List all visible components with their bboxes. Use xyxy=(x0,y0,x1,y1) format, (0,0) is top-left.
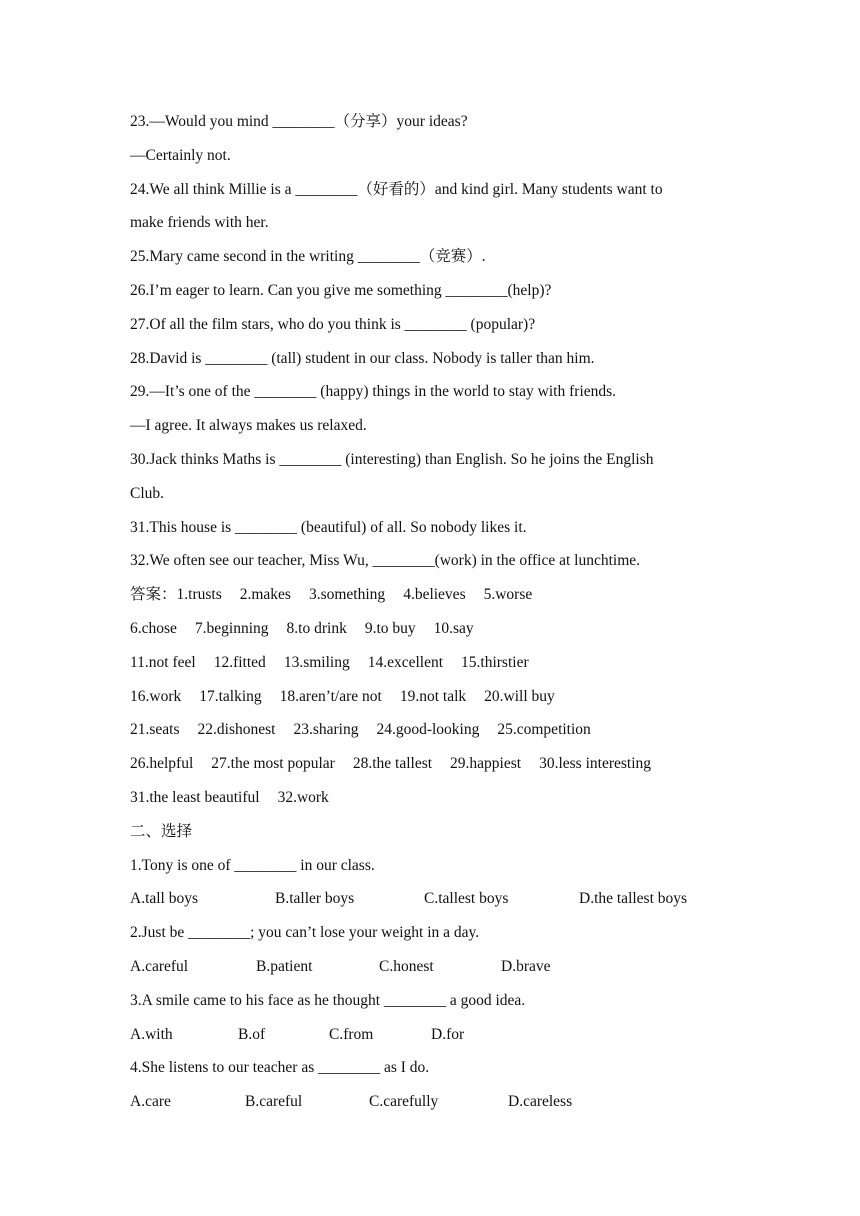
answer-row-7 xyxy=(130,781,740,815)
option-b: B.taller boys xyxy=(275,890,355,908)
answer-item: 29.happiest xyxy=(450,755,522,773)
answer-row-3 xyxy=(130,646,740,680)
answer-label: 答案： xyxy=(130,586,177,604)
document-page xyxy=(130,105,740,1119)
answer-item: 6.chose xyxy=(130,619,177,637)
answer-item: 25.competition xyxy=(497,721,591,739)
question-23-line-1: 23.—Would you mind ________（分享）your ideas? xyxy=(130,113,468,130)
option-b: B.of xyxy=(238,1025,266,1043)
question-30-line-1: 30.Jack thinks Maths is ________ (interesting) than English. So he joins the English xyxy=(130,450,654,468)
question-32: 32.We often see our teacher, Miss Wu, ________(work) in the office at lunchtime. xyxy=(130,552,641,570)
answer-item: 7.beginning xyxy=(194,619,269,637)
answer-item: 12.fitted xyxy=(213,653,266,671)
answer-item: 4.believes xyxy=(403,586,466,604)
option-d: D.the tallest boys xyxy=(579,890,688,908)
answer-item: 16.work xyxy=(130,687,182,705)
answer-item: 28.the tallest xyxy=(352,755,433,773)
answer-item: 21.seats xyxy=(130,721,180,739)
answer-item: 22.dishonest xyxy=(197,721,276,739)
option-d: D.for xyxy=(431,1025,465,1043)
question-23-line-2: —Certainly not. xyxy=(130,146,231,164)
answer-item: 1.trusts xyxy=(176,586,222,604)
choice-question-3: 3.A smile came to his face as he thought ________ a good idea. xyxy=(130,991,526,1009)
option-d: D.brave xyxy=(501,957,551,975)
question-29-line-2: —I agree. It always makes us relaxed. xyxy=(130,417,367,435)
option-b: B.patient xyxy=(256,957,313,975)
question-30-line-2: Club. xyxy=(130,484,165,502)
answer-item: 13.smiling xyxy=(283,653,350,671)
answer-item: 18.aren’t/are not xyxy=(279,687,382,705)
choice-options-2 xyxy=(130,950,740,984)
option-c: C.carefully xyxy=(369,1093,439,1111)
question-27: 27.Of all the film stars, who do you think is ________ (popular)? xyxy=(130,315,536,333)
answer-item: 9.to buy xyxy=(364,619,416,637)
answer-item: 3.something xyxy=(308,586,386,604)
choice-question-2: 2.Just be ________; you can’t lose your weight in a day. xyxy=(130,924,480,942)
choice-options-4 xyxy=(130,1085,740,1119)
answer-item: 32.work xyxy=(277,788,329,806)
answer-item: 5.worse xyxy=(483,586,533,604)
question-24-line-2: make friends with her. xyxy=(130,214,269,232)
answer-row-4 xyxy=(130,680,740,714)
answer-item: 15.thirstier xyxy=(461,653,529,671)
question-25: 25.Mary came second in the writing ________（竞赛）. xyxy=(130,248,486,266)
answer-row-2 xyxy=(130,612,740,646)
answer-row-1 xyxy=(130,578,740,612)
answer-item: 19.not talk xyxy=(399,687,467,705)
option-a: A.tall boys xyxy=(130,890,199,908)
option-d: D.careless xyxy=(508,1093,573,1111)
choice-options-1 xyxy=(130,882,740,916)
section-title: 二、选择 xyxy=(130,822,193,840)
option-c: C.tallest boys xyxy=(424,890,509,908)
option-a: A.careful xyxy=(130,957,189,975)
answer-row-6 xyxy=(130,747,740,781)
answer-item: 2.makes xyxy=(239,586,291,604)
answer-item: 26.helpful xyxy=(130,755,194,773)
answer-item: 17.talking xyxy=(199,687,262,705)
answer-item: 31.the least beautiful xyxy=(130,788,260,806)
answer-row-5 xyxy=(130,713,740,747)
question-24-line-1: 24.We all think Millie is a ________（好看的）and kind girl. Many students want to xyxy=(130,180,663,198)
option-c: C.from xyxy=(329,1025,374,1043)
answer-item: 10.say xyxy=(433,619,474,637)
question-29-line-1: 29.—It’s one of the ________ (happy) things in the world to stay with friends. xyxy=(130,383,617,401)
choice-options-3 xyxy=(130,1018,740,1052)
answer-item: 27.the most popular xyxy=(211,755,335,773)
answer-item: 23.sharing xyxy=(293,721,359,739)
option-a: A.care xyxy=(130,1093,171,1111)
choice-question-1: 1.Tony is one of ________ in our class. xyxy=(130,856,375,874)
option-b: B.careful xyxy=(245,1093,303,1111)
answer-item: 20.will buy xyxy=(484,687,555,705)
choice-question-4: 4.She listens to our teacher as ________ as I do. xyxy=(130,1059,430,1077)
answer-item: 11.not feel xyxy=(130,653,196,671)
option-a: A.with xyxy=(130,1025,173,1043)
answer-item: 8.to drink xyxy=(286,619,347,637)
question-31: 31.This house is ________ (beautiful) of all. So nobody likes it. xyxy=(130,518,527,536)
answer-item: 14.excellent xyxy=(367,653,444,671)
answer-item: 24.good-looking xyxy=(376,721,480,739)
question-28: 28.David is ________ (tall) student in our class. Nobody is taller than him. xyxy=(130,349,595,367)
answer-item: 30.less interesting xyxy=(539,755,652,773)
question-26: 26.I’m eager to learn. Can you give me something ________(help)? xyxy=(130,281,552,299)
option-c: C.honest xyxy=(379,957,434,975)
